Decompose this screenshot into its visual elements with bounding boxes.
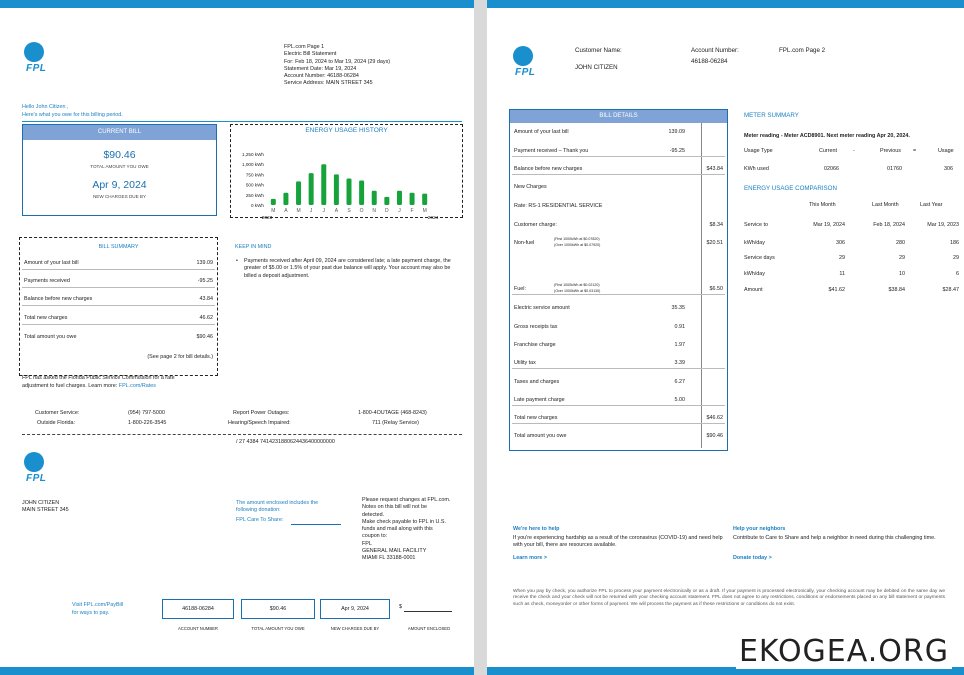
usage-bar [334, 174, 339, 205]
due-date: Apr 9, 2024 [92, 179, 147, 191]
comparison-cell: Mar 19, 2024 [813, 222, 845, 228]
y-tick-label: 750 kWh [245, 172, 264, 178]
comparison-cell: 29 [839, 255, 845, 261]
summary-row-value: -95.25 [197, 278, 213, 284]
row-divider [512, 423, 725, 424]
detail-row-label: New Charges [514, 184, 547, 190]
due-date-label: NEW CHARGES DUE BY [92, 194, 147, 199]
y-tick-label: 1,250 kWh [242, 152, 264, 157]
detail-row-label: Amount of your last bill [514, 129, 569, 135]
account-number-value: 46188-06284 [691, 58, 728, 65]
detail-row-value: $90.46 [706, 433, 723, 439]
account-number-label: Account Number: [691, 47, 739, 54]
neighbors-text: Contribute to Care to Share and help a neighbor in need during this challenging time. [733, 535, 936, 541]
x-tick-label: M [422, 208, 427, 214]
pay-bill-text: for ways to pay. [72, 610, 110, 616]
care-to-share-label: FPL Care To Share: [236, 517, 284, 523]
mail-line: GENERAL MAIL FACILITY [362, 548, 427, 555]
rates-link[interactable]: FPL.com/Rates [118, 383, 156, 389]
usage-bar [410, 193, 415, 205]
outside-florida-phone: 1-800-226-3545 [128, 420, 167, 426]
comparison-cell: 29 [953, 255, 959, 261]
hearing-impaired-label: Hearing/Speech Impaired: [228, 420, 291, 426]
info-line: Service Address: MAIN STREET 345 [284, 80, 373, 87]
bill-summary-box [19, 237, 218, 376]
stub-enclosed-label: AMOUNT ENCLOSED [407, 626, 451, 631]
payment-terms: When you pay by check, you authorize FPL to process your payment electronically or as a draft. If your payment is processed electronically, your checking account may be debited on the same day we receive the check and your check will not be returned with your checking account statement. FPL does not agree to any restrictions, conditions or endorsements placed on any bill statement or payments such as check, moneyorder or other forms of payment. We will process the payment as if these restrictions or conditions do not exist. [513, 589, 945, 607]
cmp-head-last-year: Last Year [920, 202, 943, 208]
meter-head-current: Current [819, 148, 837, 154]
page-number: FPL.com Page 2 [779, 47, 826, 54]
comparison-cell: 280 [896, 240, 905, 246]
x-tick-label: J [309, 208, 313, 214]
amount-column-divider [701, 123, 702, 448]
detail-row-value: 6.27 [674, 379, 685, 385]
detail-row-label: Customer charge: [514, 222, 557, 228]
comparison-cell: Mar 19, 2023 [927, 222, 959, 228]
usage-comparison-title: ENERGY USAGE COMPARISON [744, 185, 837, 192]
x-tick-label: O [359, 208, 364, 214]
rate-tier-note: (Over 1000kWh at $0.07920) [554, 243, 601, 247]
usage-bar [283, 193, 288, 205]
row-divider [22, 287, 215, 288]
stub-account-label: ACCOUNT NUMBER [178, 626, 218, 631]
bottom-bar [0, 667, 474, 675]
usage-bar [397, 191, 402, 205]
bill-page-2: FPL Customer Name: JOHN CITIZEN Account Number: 46188-06284 FPL.com Page 2 BILL DETAILS Amount of your last bill 139.09 Payment received – Thank you -95.25 Balance before new charges $43.84 New Charges Rate: RS-1 RESIDENTIAL SERVICE Customer charge: $8.34 Non-fuel $20.51 (First 1000kWh at $0.07820) (Over 1000kWh at $0.07920) Fuel: $6.50 (First 1000kWh at $0.02120) (Over 1000kWh at $0.03130) Electric service amount 35.35 Gross receipts tax 0.91 Franchise charge 1.97 Utility tax 3.39 Taxes and charges 6.27 Late payment charge 5.00 Total new charges $46.62 Total amount you owe $90.46 METER SUMMARY Meter reading - Meter ACD8901. Next meter reading Apr 20, 2024. Usage Type Current - Previous = Usage KWh used 02066 01760 306 ENERGY USAGE COMPARISON This Month Last Month Last Year Service to Mar 19, 2024 Feb 18, 2024 Mar 19, 2023 kWh/day 306 280 186 Service days 29 29 29 kWh/day 11 10 6 Amount $41.62 $38.84 $28.47 We're here to help If you're experiencing hardship as a result of the coronavirus (COVID-19) and need help with your bill, there are resources available. Learn more > Help your neighbors Contribute to Care to Share and help a neighbor in need during this challenging time. Donate today > When you pay by check, you authorize FPL to process your payment electronically or as a draft. If your payment is processed electronically, your checking account may be debited on the same day we receive the check and your check will not be returned with your checking account statement. FPL does not agree to any restrictions, conditions or endorsements placed on any bill statement or payments such as check, moneyorder or other forms of payment. We will process the payment as if these restrictions or conditions do not exist. EKOGEA.ORG [487, 0, 964, 675]
detail-row-value: $46.62 [706, 415, 723, 421]
detail-row-label: Non-fuel [514, 240, 535, 246]
detail-row-value: 5.00 [674, 397, 685, 403]
row-divider [512, 156, 725, 157]
detail-row-value: $20.51 [706, 240, 723, 246]
comparison-cell: Feb 18, 2024 [873, 222, 905, 228]
mail-line: MIAMI FL 33188-0001 [362, 555, 416, 562]
summary-row-label: Total new charges [24, 315, 68, 321]
meter-head-previous: Previous [880, 148, 901, 154]
stub-amount-enclosed: $ [399, 604, 402, 610]
stub-total-label: TOTAL AMOUNT YOU OWE [251, 626, 305, 631]
total-amount-label: TOTAL AMOUNT YOU OWE [90, 164, 149, 169]
mail-line: detected. [362, 511, 385, 518]
info-line: FPL.com Page 1 [284, 44, 325, 50]
usage-bar [321, 164, 326, 205]
meter-head-minus: - [853, 148, 855, 154]
meter-reading-line: Meter reading - Meter ACD8901. Next meter reading Apr 20, 2024. [744, 133, 910, 139]
meter-usage: 306 [944, 166, 953, 172]
x-tick-label: J [322, 208, 326, 214]
detail-row-label: Electric service amount [514, 305, 570, 311]
meter-current: 02066 [824, 166, 839, 172]
comparison-cell: $38.84 [888, 287, 905, 293]
usage-bar [384, 197, 389, 205]
mail-line: FPL [362, 540, 372, 547]
customer-service-phone: (954) 797-5000 [128, 410, 165, 416]
summary-row-value: 46.62 [199, 315, 213, 321]
donation-text: The amount enclosed includes the following donation: [236, 500, 319, 514]
row-divider [512, 294, 725, 295]
customer-service-label: Customer Service: [35, 410, 80, 416]
detail-row-label: Taxes and charges [514, 379, 560, 385]
cmp-head-this-month: This Month [809, 202, 836, 208]
comparison-cell: kWh/day [744, 240, 765, 246]
customer-address: MAIN STREET 345 [22, 507, 69, 513]
detail-row-value: 3.39 [674, 360, 685, 366]
energy-usage-chart [230, 124, 463, 221]
x-tick-label: M [296, 208, 301, 214]
year-label-left: 2023 [261, 216, 273, 221]
help-title: We're here to help [513, 526, 560, 532]
see-page-2-note: (See page 2 for bill details.) [147, 354, 213, 360]
y-tick-label: 250 kWh [245, 192, 264, 198]
mail-line: Make check payable to FPL in U.S. [362, 518, 446, 525]
summary-row-value: 43.84 [199, 296, 213, 302]
cmp-head-last-month: Last Month [872, 202, 899, 208]
keep-in-mind-title: KEEP IN MIND [235, 244, 272, 250]
summary-row-value: $90.46 [196, 334, 213, 340]
scan-line: / 27 4384 7414231880624436400000000 [236, 439, 335, 445]
comparison-cell: 11 [839, 271, 845, 277]
total-amount: $90.46 [103, 149, 136, 161]
meter-head-type: Usage Type [744, 148, 773, 154]
x-tick-label: A [284, 208, 288, 214]
greeting-sub: Here's what you owe for this billing period. [22, 112, 123, 118]
comparison-cell: 186 [950, 240, 959, 246]
summary-row-label: Payments received [24, 278, 70, 284]
x-tick-label: A [334, 208, 339, 214]
meter-previous: 01760 [887, 166, 902, 172]
comparison-cell: 6 [956, 271, 959, 277]
detail-row-label: Utility tax [514, 360, 536, 366]
chart-svg [231, 125, 462, 221]
row-divider [512, 174, 725, 175]
relay-service: 711 (Relay Service) [372, 420, 419, 426]
row-divider [512, 405, 725, 406]
amount-enclosed-field[interactable] [404, 611, 452, 612]
usage-bar [372, 191, 377, 205]
usage-bar [271, 199, 276, 205]
row-divider [512, 368, 725, 369]
usage-bar [309, 173, 314, 205]
bill-details-title: BILL DETAILS [510, 110, 727, 123]
row-divider [22, 305, 215, 306]
x-tick-label: J [398, 208, 401, 214]
row-divider [22, 324, 215, 325]
detail-row-label: Franchise charge [514, 342, 556, 348]
rate-tier-note: (Over 1000kWh at $0.03130) [554, 289, 601, 293]
y-tick-label: 500 kWh [245, 182, 264, 188]
y-tick-label: 0 kWh [250, 203, 264, 208]
summary-row-label: Amount of your last bill [24, 260, 79, 266]
detail-row-label: Rate: RS-1 RESIDENTIAL SERVICE [514, 203, 603, 209]
bullet-icon: • [236, 258, 238, 264]
power-outage-label: Report Power Outages: [233, 410, 290, 416]
current-bill-box [22, 124, 217, 216]
keep-in-mind-text: Payments received after April 09, 2024 are considered late; a late payment charge, the greater of $5.00 or 1.5% of your past due balance will apply. Your account may also be billed a deposit adjustment. [244, 258, 451, 279]
mail-line: coupon to: [362, 533, 388, 540]
top-bar [487, 0, 964, 8]
summary-row-label: Balance before new charges [24, 296, 93, 302]
outside-florida-label: Outside Florida: [37, 420, 76, 426]
greeting: Hello John Citizen , [22, 104, 69, 110]
info-line: Account Number: 46188-06284 [284, 73, 359, 80]
detail-row-value: 35.35 [671, 305, 685, 311]
mail-line: Please request changes at FPL.com. [362, 497, 451, 503]
help-text: If you're experiencing hardship as a result of the coronavirus (COVID-19) and need help with your bill, there are resources available. [513, 535, 723, 549]
bill-page-1: FPL FPL.com Page 1 Electric Bill Statement For: Feb 18, 2024 to Mar 19, 2024 (29 days) Statement Date: Mar 19, 2024 Account Number: 46188-06284 Service Address: MAIN STREET 345 Hello John Citizen , Here's what you owe for this billing period. CURRENT BILL $90.46 TOTAL AMOUNT YOU OWE Apr 9, 2024 NEW CHARGES DUE BY ENERGY USAGE HISTORY 1,250 kWh 1,000 kWh 750 kWh 500 kWh 250 kWh 0 kWh M A M J J A S O N D J F M 2023 2024 BILL SUMMARY Amount of your last bill 139.09 Payments received -95.25 Balance before new charges 43.84 Total new charges 46.62 Total amount you owe $90.46 (See page 2 for bill details.) KEEP IN MIND • Payments received after April 09, 2024 are considered late; a late payment charge, the greater of $5.00 or 1.5% of your past due balance will apply. Your account may also be billed a deposit adjustment. FPL has asked the Florida Public Service Commission for a rate adjustment to fuel charges. Learn more: FPL.com/Rates Customer Service: (954) 797-5000 Outside Florida: 1-800-226-3545 Report Power Outages: 1-800-4OUTAGE (468-8243) Hearing/Speech Impaired: 711 (Relay Service) / 27 4384 7414231880624436400000000 FPL JOHN CITIZEN MAIN STREET 345 The amount enclosed includes the following donation: FPL Care To Share: Please request changes at FPL.com. Notes on this bill will not be detected. Make check payable to FPL in U.S. funds and mail along with this coupon to: FPL GENERAL MAIL FACILITY MIAMI FL 33188-0001 Visit FPL.com/PayBill for ways to pay. 46188-06284 ACCOUNT NUMBER $90.46 TOTAL AMOUNT YOU OWE Apr 9, 2024 NEW CHARGES DUE BY $ AMOUNT ENCLOSED [0, 0, 474, 675]
customer-name-value: JOHN CITIZEN [575, 64, 618, 71]
usage-bar [422, 194, 427, 205]
comparison-cell: 10 [899, 271, 905, 277]
meter-summary-title: METER SUMMARY [744, 112, 799, 119]
learn-more-link[interactable]: Learn more > [513, 555, 548, 561]
meter-head-usage: Usage [938, 148, 954, 154]
x-tick-label: N [372, 208, 377, 214]
donate-link[interactable]: Donate today > [733, 555, 772, 561]
comparison-cell: $41.62 [828, 287, 845, 293]
bill-summary-title: BILL SUMMARY [98, 244, 139, 250]
comparison-cell: Service to [744, 222, 768, 228]
x-tick-label: D [385, 208, 389, 214]
comparison-cell: 29 [899, 255, 905, 261]
detail-row-label: Late payment charge [514, 397, 565, 403]
summary-row-label: Total amount you owe [24, 334, 77, 340]
row-divider [22, 269, 215, 270]
stub-due-label: NEW CHARGES DUE BY [330, 626, 380, 631]
comparison-cell: Amount [744, 287, 763, 293]
year-label-right: 2024 [427, 216, 439, 221]
summary-row-value: 139.09 [196, 260, 213, 266]
usage-bar [347, 178, 352, 205]
rate-tier-note: (First 1000kWh at $0.07820) [554, 237, 600, 241]
comparison-cell: Service days [744, 255, 775, 261]
meter-usage-type: KWh used [744, 166, 769, 172]
detail-row-label: Balance before new charges [514, 166, 583, 172]
y-tick-label: 1,000 kWh [242, 162, 264, 168]
detail-row-label: Total new charges [514, 415, 558, 421]
customer-name-label: Customer Name: [575, 47, 622, 54]
top-bar [0, 0, 474, 8]
mailing-instructions [362, 497, 450, 563]
watermark: EKOGEA.ORG [736, 634, 952, 669]
detail-row-value: -95.25 [669, 148, 685, 154]
usage-bar [296, 181, 301, 205]
statement-info [284, 44, 390, 88]
detail-row-value: 139.09 [668, 129, 685, 135]
fuel-note-text: adjustment to fuel charges. Learn more: [22, 383, 119, 389]
fuel-note-line2 [22, 383, 156, 390]
pay-bill-link[interactable]: Visit FPL.com/PayBill [72, 602, 124, 608]
info-line: Electric Bill Statement [284, 51, 337, 58]
detail-row-value: $6.50 [709, 286, 723, 292]
detail-row-value: $8.34 [709, 222, 723, 228]
detail-row-label: Total amount you owe [514, 433, 567, 439]
stub-total-amount: $90.46 [241, 599, 315, 619]
rate-tier-note: (First 1000kWh at $0.02120) [554, 283, 600, 287]
divider [22, 121, 462, 122]
mail-line: funds and mail along with this [362, 526, 433, 533]
comparison-cell: 306 [836, 240, 845, 246]
tear-line [22, 434, 462, 435]
info-line: For: Feb 18, 2024 to Mar 19, 2024 (29 days) [284, 58, 391, 65]
comparison-cell: kWh/day [744, 271, 765, 277]
neighbors-title: Help your neighbors [733, 526, 786, 532]
bill-details-box [509, 109, 728, 451]
detail-row-value: $43.84 [706, 166, 723, 172]
detail-row-value: 0.91 [674, 324, 685, 330]
x-tick-label: M [271, 208, 276, 214]
detail-row-label: Gross receipts tax [514, 324, 558, 330]
meter-head-equals: = [913, 148, 917, 154]
customer-name: JOHN CITIZEN [22, 500, 60, 506]
detail-row-label: Payment received – Thank you [514, 148, 589, 154]
chart-title: ENERGY USAGE HISTORY [305, 127, 388, 134]
x-tick-label: F [410, 208, 414, 214]
stub-account-number: 46188-06284 [162, 599, 234, 619]
detail-row-label: Fuel: [514, 286, 526, 292]
current-bill-title: CURRENT BILL [23, 125, 216, 140]
donation-field[interactable] [291, 524, 341, 525]
mail-line: Notes on this bill will not be [362, 504, 428, 511]
power-outage-phone: 1-800-4OUTAGE (468-8243) [358, 410, 427, 416]
info-line: Statement Date: Mar 19, 2024 [284, 65, 357, 72]
detail-row-value: 1.97 [674, 342, 685, 348]
stub-due-date: Apr 9, 2024 [320, 599, 390, 619]
usage-bar [359, 181, 364, 205]
fuel-note: FPL has asked the Florida Public Service Commission for a rate [22, 375, 175, 381]
x-tick-label: S [347, 208, 351, 214]
comparison-cell: $28.47 [942, 287, 959, 293]
